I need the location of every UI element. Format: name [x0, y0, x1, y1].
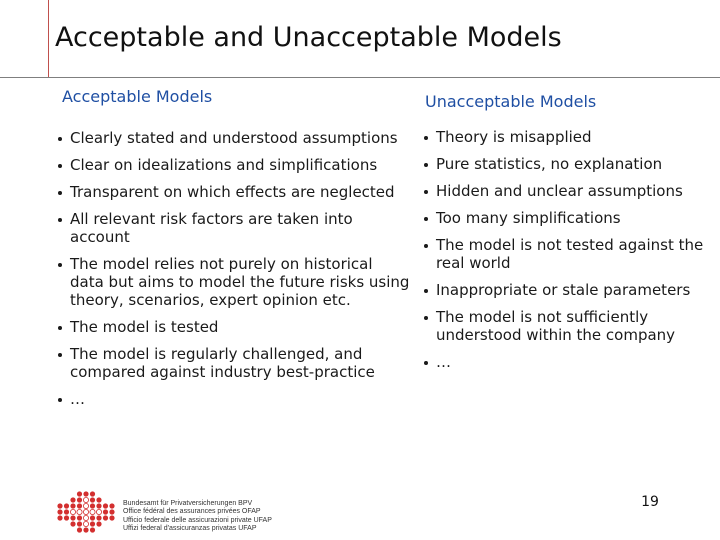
bullet-icon [424, 289, 428, 293]
list-item [421, 155, 720, 173]
logo-dot [57, 515, 62, 520]
bullet-icon [424, 217, 428, 221]
title-divider [0, 77, 720, 78]
list-item-text: Clear on idealizations and simplifications [70, 156, 378, 174]
list-item-text: … [70, 390, 85, 408]
unacceptable-models-column [421, 92, 720, 380]
bullet-icon [58, 263, 62, 267]
logo-dot [96, 521, 101, 526]
logo-dot [77, 503, 82, 508]
logo-dot [70, 497, 75, 502]
list-item [55, 255, 410, 309]
bullet-icon [58, 353, 62, 357]
list-item-text: Hidden and unclear assumptions [436, 182, 683, 200]
list-item [55, 129, 410, 147]
logo-dot [109, 515, 114, 520]
bullet-icon [424, 244, 428, 248]
logo-dot [96, 503, 101, 508]
logo-dot [90, 521, 95, 526]
acceptable-models-list [55, 129, 410, 408]
logo-dot [83, 491, 88, 496]
bullet-icon [58, 137, 62, 141]
swiss-confederation-logo-icon [55, 490, 117, 534]
logo-dot [77, 521, 82, 526]
list-item [55, 390, 410, 408]
logo-dot [83, 521, 88, 526]
logo-dot [83, 497, 88, 502]
logo-dot [103, 515, 108, 520]
bullet-icon [58, 164, 62, 168]
footer-line-it: Ufficio federale delle assicurazioni private UFAP [123, 516, 272, 524]
logo-dot-group [57, 491, 114, 532]
list-item-text: Theory is misapplied [436, 128, 592, 146]
page-number: 19 [641, 494, 659, 510]
logo-dot [77, 509, 82, 514]
list-item [421, 128, 720, 146]
acceptable-models-column [55, 87, 410, 417]
list-item [421, 209, 720, 227]
logo-dot [70, 521, 75, 526]
logo-dot [90, 509, 95, 514]
logo-dot [64, 515, 69, 520]
logo-dot [103, 509, 108, 514]
list-item [55, 210, 410, 246]
logo-dot [90, 515, 95, 520]
list-item-text: … [436, 353, 451, 371]
logo-dot [57, 503, 62, 508]
footer-line-de: Bundesamt für Privatversicherungen BPV [123, 500, 253, 507]
footer-line-fr: Office fédéral des assurances privées OFAP [123, 508, 261, 516]
acceptable-models-heading: Acceptable Models [62, 87, 213, 106]
logo-dot [57, 509, 62, 514]
bullet-icon [58, 218, 62, 222]
bullet-icon [424, 316, 428, 320]
logo-dot [83, 509, 88, 514]
logo-dot [70, 509, 75, 514]
list-item-text: Too many simplifications [436, 209, 621, 227]
logo-dot [90, 503, 95, 508]
logo-dot [83, 515, 88, 520]
logo-dot [96, 509, 101, 514]
list-item-text: Transparent on which effects are neglected [70, 183, 395, 201]
authority-footer [123, 500, 272, 534]
list-item [55, 345, 410, 381]
bullet-icon [424, 361, 428, 365]
bullet-icon [58, 191, 62, 195]
bullet-icon [424, 190, 428, 194]
list-item [55, 318, 410, 336]
logo-dot [70, 515, 75, 520]
list-item-text: Inappropriate or stale parameters [436, 281, 691, 299]
bullet-icon [424, 163, 428, 167]
logo-dot [96, 515, 101, 520]
list-item-text: The model is not tested against the real world [436, 236, 704, 272]
list-item-text: The model is regularly challenged, and compared against industry best-practice [70, 345, 375, 381]
logo-dot [64, 509, 69, 514]
list-item-text: The model is tested [70, 318, 219, 336]
logo-dot [103, 503, 108, 508]
list-item [421, 353, 720, 371]
list-item [55, 156, 410, 174]
title-accent-line [48, 0, 49, 77]
logo-dot [90, 497, 95, 502]
logo-dot [77, 515, 82, 520]
logo-dot [90, 527, 95, 532]
list-item-text: Clearly stated and understood assumptions [70, 129, 398, 147]
slide-title: Acceptable and Unacceptable Models [55, 22, 562, 53]
list-item [421, 236, 720, 272]
footer-line-rm: Uffizi federal d'assicuranzas privatas UFAP [123, 525, 257, 533]
logo-dot [77, 497, 82, 502]
logo-dot [64, 503, 69, 508]
list-item [421, 281, 720, 299]
list-item-text: The model is not sufficiently understood within the company [436, 308, 676, 344]
list-item-text: All relevant risk factors are taken into account [70, 210, 353, 246]
bullet-icon [424, 136, 428, 140]
unacceptable-models-heading: Unacceptable Models [425, 92, 597, 111]
logo-dot [83, 527, 88, 532]
list-item [421, 182, 720, 200]
logo-dot [96, 497, 101, 502]
logo-dot [109, 509, 114, 514]
logo-dot [83, 503, 88, 508]
unacceptable-models-list [421, 128, 720, 371]
logo-dot [109, 503, 114, 508]
list-item [55, 183, 410, 201]
logo-dot [90, 491, 95, 496]
bullet-icon [58, 398, 62, 402]
bullet-icon [58, 326, 62, 330]
logo-dot [77, 527, 82, 532]
list-item-text: The model relies not purely on historical data but aims to model the future risks using theory, scenarios, expert opinion etc. [70, 255, 410, 309]
list-item-text: Pure statistics, no explanation [436, 155, 663, 173]
list-item [421, 308, 720, 344]
logo-dot [70, 503, 75, 508]
logo-dot [77, 491, 82, 496]
